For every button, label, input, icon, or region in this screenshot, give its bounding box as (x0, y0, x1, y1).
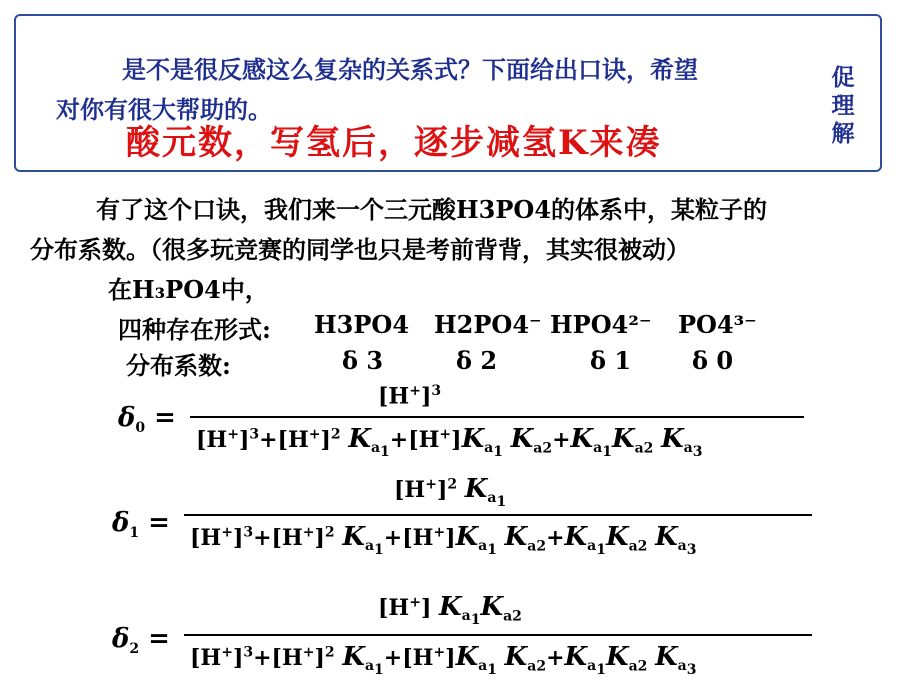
side-note (828, 64, 858, 148)
fraction-bar (184, 634, 812, 636)
coef-delta2: δ 2 (456, 346, 498, 375)
coef-label: 分布系数: (126, 351, 231, 380)
formula-denominator: $[H^+]^3+[H^+]^2$ $K_{a_1}+[H^+]K_{a_1}$ $K_{a2}+K_{a_1}K_{a2}$ $K_{a_3}$ (196, 424, 703, 461)
formula-numerator: $[H^+]^3$ (378, 383, 442, 410)
intro-line-1: 是不是很反感这么复杂的关系式？下面给出口诀，希望 (122, 55, 698, 84)
side-char: 促 (831, 64, 855, 91)
formula-denominator: $[H^+]^3+[H^+]^2$ $K_{a_1}+[H^+]K_{a_1}$ $K_{a2}+K_{a_1}K_{a2}$ $K_{a_3}$ (190, 642, 697, 679)
para-line-1: 有了这个口诀，我们来一个三元酸H3PO4的体系中，某粒子的 (96, 195, 768, 224)
formula-numerator: $[H^+]^2$ $K_{a_1}$ (394, 474, 507, 511)
form-po4: PO4³⁻ (678, 310, 757, 339)
fraction-bar (184, 514, 812, 516)
side-char: 理 (831, 92, 855, 119)
para-line-2: 分布系数。（很多玩竞赛的同学也只是考前背背，其实很被动） (30, 235, 690, 264)
intro-paragraph (30, 190, 870, 270)
intro-line-2: 对你有很大帮助的。 (56, 95, 272, 124)
coef-delta3: δ 3 (342, 346, 384, 375)
fraction-bar (190, 416, 804, 418)
side-char: 解 (831, 120, 855, 147)
formula-lhs: $\delta_1$ = (112, 508, 170, 542)
formula-lhs: $\delta_0$ = (118, 403, 176, 437)
formula-denominator: $[H^+]^3+[H^+]^2$ $K_{a_1}+[H^+]K_{a_1}$ $K_{a2}+K_{a_1}K_{a2}$ $K_{a_3}$ (190, 522, 697, 559)
in-label: 在H₃PO4中， (108, 275, 269, 304)
mnemonic-text: 酸元数，写氢后，逐步减氢K来凑 (126, 123, 662, 163)
coef-delta0: δ 0 (692, 346, 734, 375)
form-h2po4: H2PO4⁻ (434, 310, 542, 339)
form-h3po4: H3PO4 (314, 310, 410, 339)
formula-numerator: [H+] $K_{a_1}K_{a2}$ (378, 592, 522, 629)
formula-lhs: $\delta_2$ = (112, 624, 170, 658)
coef-delta1: δ 1 (590, 346, 632, 375)
forms-label: 四种存在形式: (118, 315, 271, 344)
form-hpo4: HPO4²⁻ (550, 310, 652, 339)
